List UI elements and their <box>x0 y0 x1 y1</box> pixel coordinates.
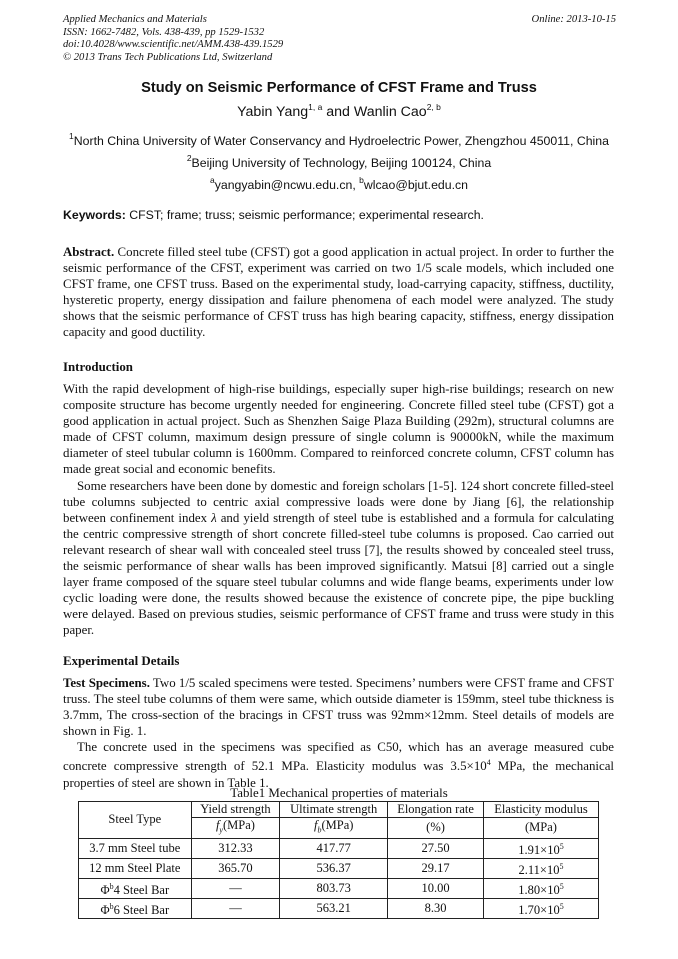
cell-elasticity <box>483 838 598 858</box>
header-steel-type: Steel Type <box>79 802 192 839</box>
cell-yield: — <box>191 878 280 898</box>
cell-elasticity <box>483 878 598 898</box>
lambda-symbol: λ <box>211 510 217 525</box>
cell-ultimate: 536.37 <box>280 858 388 878</box>
online-date: Online: 2013-10-15 <box>531 14 616 25</box>
abstract <box>63 244 614 341</box>
elasticity-base: 1.70×10 <box>518 902 560 917</box>
experimental-paragraph-2 <box>63 739 614 790</box>
ultimate-unit: (MPa) <box>321 818 354 832</box>
introduction-heading: Introduction <box>63 360 133 374</box>
author-2-sup: 2, b <box>426 102 441 112</box>
introduction-paragraph-2b: and yield strength of steel tube is established and a formula for calculating the centric compressive strength of short concrete filled-steel tube columns is proposed. Cao carried out relevant research of shear wall with concealed steel truss [7], the results showed by concealed steel truss, the seismic performance of shear walls has been improved significantly. Matsui [8] carried out a single layer frame composed of the square steel tubular columns and wide flange beams, experiments under low cyclic loading were done, the results showed because the existence of concrete pipe, the pipe buckling were delayed. Based on previous studies, seismic performance of CFST frame and truss were study in this paper. <box>63 510 614 638</box>
elasticity-exponent: 5 <box>559 881 564 891</box>
author-1-sup: 1, a <box>308 102 323 112</box>
issn-line: ISSN: 1662-7482, Vols. 438-439, pp 1529-1532 <box>63 26 265 38</box>
elasticity-base: 2.11×10 <box>518 862 560 877</box>
phi-symbol: Φ <box>100 882 110 897</box>
ultimate-subscript: b <box>317 825 322 835</box>
keywords <box>63 208 484 222</box>
bar-label: 6 Steel Bar <box>113 902 170 917</box>
author-conjunction: and <box>322 104 354 120</box>
affiliation-2 <box>0 153 678 170</box>
copyright-line: © 2013 Trans Tech Publications Ltd, Switzerland <box>63 51 273 63</box>
elasticity-exponent: 5 <box>559 861 564 871</box>
cell-type <box>79 878 192 898</box>
cell-elasticity <box>483 858 598 878</box>
table-header-row <box>79 802 599 818</box>
introduction-paragraph-1: With the rapid development of high-rise buildings, especially super high-rise buildings; research on new composite structure has become urgently needed for engineering. Concrete filled steel tube (CFST) got a good application in actual project. Such as Shenzhen Saige Plaza Building (292m), structural columns are made of CFST column, maximum design pressure of single column is 90000kN, while the maximum diameter of steel tubular column is 1600mm. Compared to reinforced concrete column, CFST column has made great social and economic benefits. <box>63 382 614 477</box>
unit-elasticity: (MPa) <box>483 818 598 839</box>
bar-label: 4 Steel Bar <box>113 882 170 897</box>
cell-elongation: 10.00 <box>388 878 484 898</box>
cell-ultimate: 563.21 <box>280 898 388 918</box>
email-a: yangyabin@ncwu.edu.cn, <box>214 178 360 192</box>
email-line <box>0 175 678 192</box>
affiliation-2-sup: 2 <box>186 153 192 163</box>
introduction-paragraph-2 <box>63 478 614 639</box>
elasticity-base: 1.91×10 <box>518 842 560 857</box>
cell-elongation: 8.30 <box>388 898 484 918</box>
table-row <box>79 898 599 918</box>
keywords-text: CFST; frame; truss; seismic performance; experimental research. <box>125 208 484 222</box>
affiliation-1-sup: 1 <box>69 131 74 141</box>
author-1: Yabin Yang <box>237 104 309 120</box>
cell-yield: 365.70 <box>191 858 280 878</box>
email-b-sup: b <box>359 175 364 185</box>
email-a-sup: a <box>210 175 215 185</box>
table-row <box>79 878 599 898</box>
table-caption: Table1 Mechanical properties of materials <box>230 786 448 800</box>
phi-superscript: b <box>109 881 114 891</box>
cell-type: 3.7 mm Steel tube <box>79 838 192 858</box>
author-line <box>0 102 678 120</box>
phi-symbol: Φ <box>100 902 110 917</box>
cell-ultimate: 417.77 <box>280 838 388 858</box>
elasticity-exponent: 5 <box>559 841 564 851</box>
unit-yield <box>191 818 280 839</box>
elasticity-base: 1.80×10 <box>518 882 560 897</box>
abstract-text: Concrete filled steel tube (CFST) got a good application in actual project. In order to further the seismic performance of the CFST, experiment was carried on two 1/5 scale models, which included one CFST frame, one CFST truss. Based on the experimental study, load-carrying capacity, stiffness, ductility, hysteretic property, energy dissipation and failure phenomena of each model were analyzed. The study shows that the seismic performance of CFST truss has high bearing capacity, stiffness, energy dissipation capacity and good ductility. <box>63 245 614 340</box>
unit-elongation: (%) <box>388 818 484 839</box>
cell-yield: — <box>191 898 280 918</box>
header-ultimate: Ultimate strength <box>280 802 388 818</box>
test-specimens-label: Test Specimens. <box>63 676 150 690</box>
experimental-paragraph-1-text: Two 1/5 scaled specimens were tested. Specimens’ numbers were CFST frame and CFST truss. The steel tube columns of them were same, which outside diameter is 159mm, steel tube thickness is 3.7mm, The cross-section of the bracings in CFST truss was 92mm×12mm. Steel details of models are shown in Fig. 1. <box>63 676 614 739</box>
yield-symbol: f <box>215 818 220 832</box>
keywords-label: Keywords: <box>63 208 126 222</box>
table-row <box>79 838 599 858</box>
experimental-paragraph-2a: The concrete used in the specimens was specified as C50, which has an average measured cube concrete compressive strength of 52.1 MPa. Elasticity modulus was 3.5×10 <box>63 740 614 774</box>
introduction-paragraph-2a: Some researchers have been done by domestic and foreign scholars [1-5]. 124 short concrete filled-steel tube columns subjected to centric axial compressive loads were done by Jiang [6], the relationship between confinement index <box>63 478 614 525</box>
cell-type: 12 mm Steel Plate <box>79 858 192 878</box>
experimental-exponent: 4 <box>486 758 491 768</box>
phi-superscript: b <box>109 901 114 911</box>
unit-ultimate <box>280 818 388 839</box>
affiliation-1 <box>0 131 678 148</box>
cell-ultimate: 803.73 <box>280 878 388 898</box>
doi-line: doi:10.4028/www.scientific.net/AMM.438-439.1529 <box>63 39 284 51</box>
email-b: wlcao@bjut.edu.cn <box>363 178 468 192</box>
paper-title: Study on Seismic Performance of CFST Frame and Truss <box>141 80 537 96</box>
table-row <box>79 858 599 878</box>
elasticity-exponent: 5 <box>559 901 564 911</box>
journal-header <box>63 14 283 64</box>
ultimate-symbol: f <box>313 818 318 832</box>
author-2: Wanlin Cao <box>353 104 427 120</box>
cell-elongation: 29.17 <box>388 858 484 878</box>
experimental-paragraph-2b: MPa, the mechanical properties of steel are shown in Table 1. <box>63 759 614 790</box>
experimental-paragraph-1 <box>63 675 614 739</box>
introduction-body <box>63 381 614 639</box>
cell-elongation: 27.50 <box>388 838 484 858</box>
affiliation-1-text: North China University of Water Conservancy and Hydroelectric Power, Zhengzhou 450011, China <box>73 134 609 148</box>
journal-name: Applied Mechanics and Materials <box>63 14 207 25</box>
cell-yield: 312.33 <box>191 838 280 858</box>
header-yield: Yield strength <box>191 802 280 818</box>
cell-elasticity <box>483 898 598 918</box>
cell-type <box>79 898 192 918</box>
header-elongation: Elongation rate <box>388 802 484 818</box>
header-elasticity: Elasticity modulus <box>483 802 598 818</box>
yield-subscript: y <box>219 825 223 835</box>
affiliation-2-text: Beijing University of Technology, Beijing 100124, China <box>191 156 492 170</box>
abstract-label: Abstract. <box>63 245 115 259</box>
experimental-body <box>63 675 614 791</box>
yield-unit: (MPa) <box>222 818 255 832</box>
experimental-heading: Experimental Details <box>63 654 180 668</box>
mechanical-properties-table <box>78 801 599 919</box>
